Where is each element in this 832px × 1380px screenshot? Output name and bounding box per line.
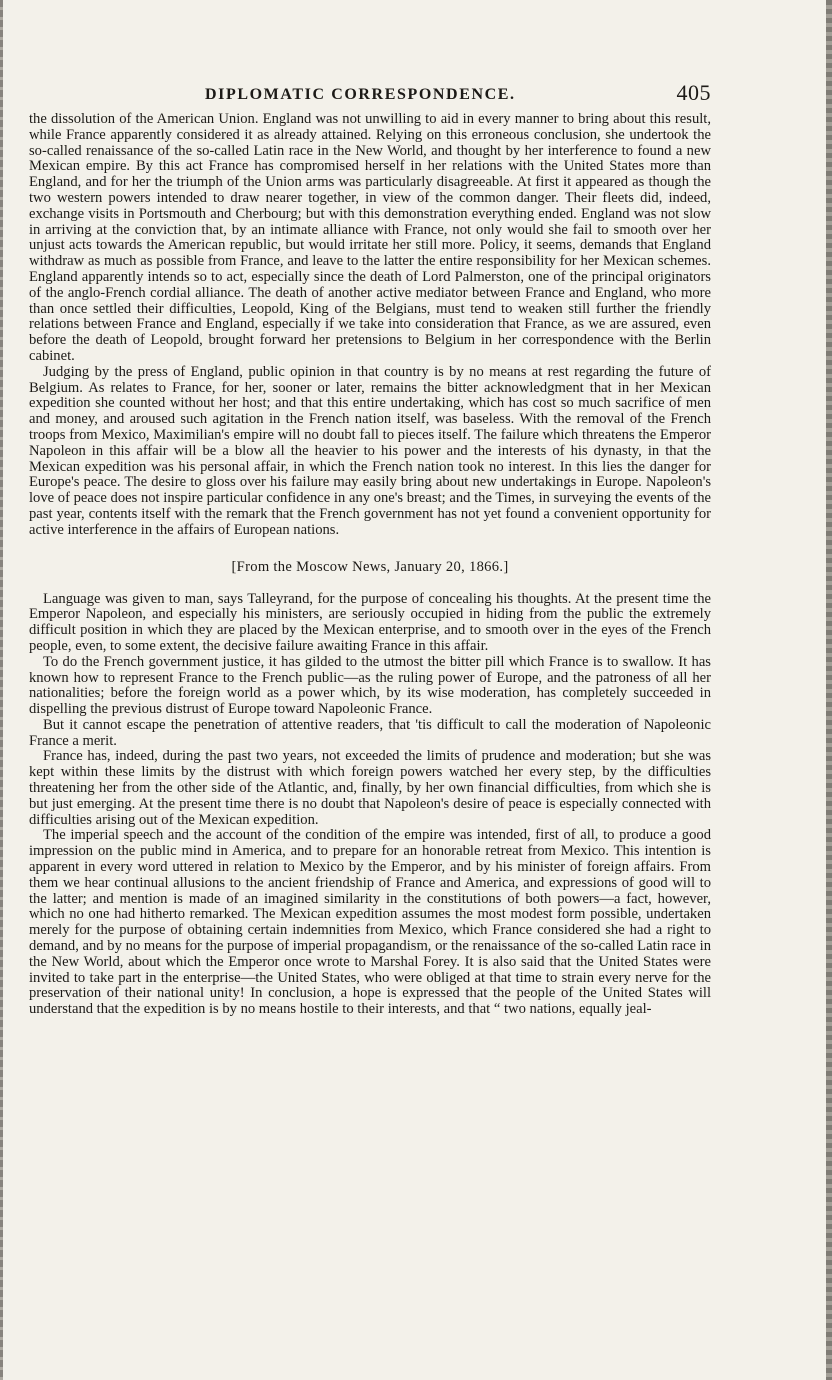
section-heading: [From the Moscow News, January 20, 1866.] — [231, 558, 509, 575]
binding-edge-left — [0, 0, 3, 1380]
page-body — [29, 80, 711, 1018]
header-title: DIPLOMATIC CORRESPONDENCE. — [205, 86, 516, 103]
running-head — [29, 80, 711, 112]
paragraph-continued: the dissolution of the American Union. England was not unwilling to aid in every manner to bring about this result, while France apparently considered it as already attained. Relying on this erroneous conclusion, she undertook the so-called renaissance of the so-called Latin race in the New World, and thought by her interference to found a new Mexican empire. By this act France has compromised herself in her relations with the United States more than England, and for her the triumph of the Union arms was particularly disagreeable. At first it appeared as though the two western powers intended to draw nearer together, in view of the common danger. Their fleets did, indeed, exchange visits in Portsmouth and Cherbourg; but with this demonstration everything ended. England was not slow in arriving at the conviction that, by an intimate alliance with France, not only would she fail to smooth over her unjust acts towards the American republic, but would irritate her still more. Policy, it seems, demands that England withdraw as much as possible from France, and leave to the latter the entire responsibility for her Mexican schemes. England apparently intends so to act, especially since the death of Lord Palmerston, one of the principal originators of the anglo-French cordial alliance. The death of another active mediator between France and England, who more than once settled their difficulties, Leopold, King of the Belgians, must tend to weaken still further the friendly relations between France and England, especially if we take into consideration that France, as we are assured, even before the death of Leopold, brought forward her pretensions to Belgium in her correspondence with the Berlin cabinet. — [29, 111, 711, 364]
paragraph: France has, indeed, during the past two years, not exceeded the limits of prudence and moderation; but she was kept within these limits by the distrust with which foreign powers watched her every step, by the difficulties threatening her from the other side of the Atlantic, and, finally, by her own financial difficulties, from which she is but just emerging. At the present time there is no doubt that Napoleon's desire of peace is especially connected with difficulties arising out of the Mexican expedition. — [29, 748, 711, 828]
paragraph: Language was given to man, says Talleyrand, for the purpose of concealing his thoughts. At the present time the Emperor Napoleon, and especially his ministers, are seriously occupied in hiding from the public the extremely difficult position in which they are placed by the Mexican enterprise, and to smooth over in the eyes of the French people, even, to some extent, the decisive failure awaiting France in this affair. — [29, 590, 711, 654]
paragraph: To do the French government justice, it has gilded to the utmost the bitter pill which France is to swallow. It has known how to represent France to the French public—as the ruling power of Europe, and the patroness of all her nationalities; before the foreign world as a power which, by its wise moderation, has completely succeeded in dispelling the previous distrust of Europe toward Napoleonic France. — [29, 653, 711, 718]
page-number: 405 — [676, 80, 711, 105]
paragraph: But it cannot escape the penetration of attentive readers, that 'tis difficult to call the moderation of Napoleonic France a merit. — [29, 716, 711, 749]
paragraph: The imperial speech and the account of the condition of the empire was intended, first of all, to produce a good impression on the public mind in America, and to prepare for an honorable retreat from Mexico. This intention is apparent in every word uttered in relation to Mexico by the Emperor, and by his minister of foreign affairs. From them we hear continual allusions to the ancient friendship of France and America, and expressions of good will to the latter; and mention is made of an imagined similarity in the constitutions of both powers—a fact, however, which no one had hitherto remarked. The Mexican expedition assumes the most modest form possible, undertaken merely for the purpose of obtaining certain indemnities from Mexico, which France considered she had a right to demand, and by no means for the purpose of imperial propagandism, or the renaissance of the so-called Latin race in the New World, about which the Emperor once wrote to Marshal Forey. It is also said that the United States were invited to take part in the enterprise—the United States, who were obliged at that time to strain every nerve for the preservation of their national unity! In conclusion, a hope is expressed that the people of the United States will understand that the expedition is by no means hostile to their interests, and that “ two nations, equally jeal- — [29, 827, 711, 1018]
binding-edge-right — [826, 0, 832, 1380]
paragraph: Judging by the press of England, public opinion in that country is by no means at rest regarding the future of Belgium. As relates to France, for her, sooner or later, remains the bitter acknowledgment that in her Mexican expedition she counted without her host; and that this entire undertaking, which has cost so much sacrifice of men and money, and aroused such agitation in the French nation itself, was baseless. With the removal of the French troops from Mexico, Maximilian's empire will no doubt fall to pieces itself. The failure which threatens the Emperor Napoleon in this affair will be a blow all the heavier to his power and the interests of his dynasty, in that the Mexican expedition was his personal affair, in which the French nation took no interest. In this lies the danger for Europe's peace. The desire to gloss over his failure may easily bring about new undertakings in Europe. Napoleon's love of peace does not inspire particular confidence in any one's breast; and the Times, in surveying the events of the past year, contents itself with the remark that the French government has not yet found a convenient opportunity for active interference in the affairs of European nations. — [29, 363, 711, 538]
